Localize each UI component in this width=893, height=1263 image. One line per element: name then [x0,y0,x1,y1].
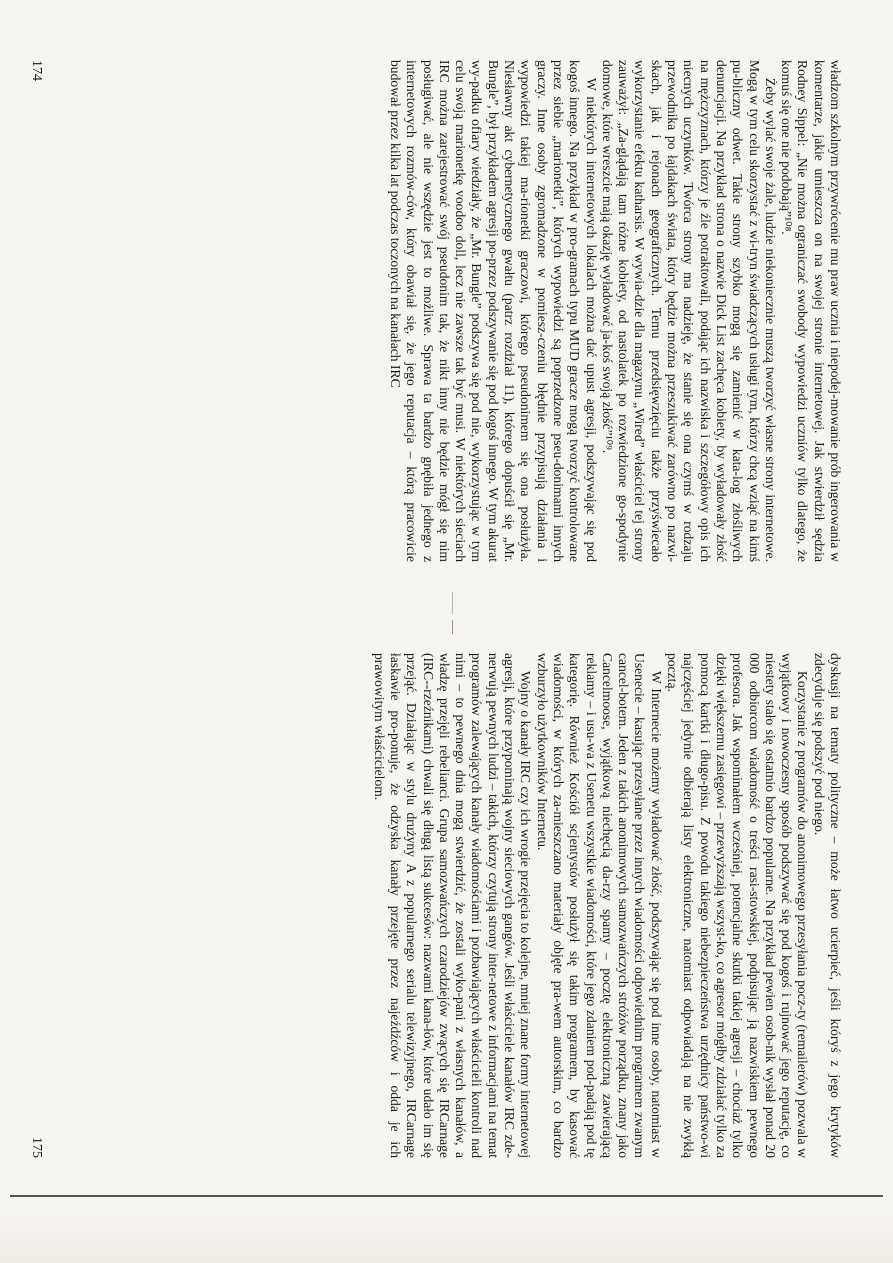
left-paragraph-1: władzom szkolnym przywrócenie mu praw ucznia i niepodej-mowanie prób ingerowania w komentarze, jakie umieszcza on na swojej stronie internetowej. Jak stwierdził sędzia Rodney Sippel: „Nie można ograniczać swobody wypowiedzi uczniów tylko dlatego, że komuś się one nie podobają”¹⁰⁸. [779,60,843,562]
right-paragraph-4: Wojny o kanały IRC czy ich wrogie przejęcia to kolejne, mniej znane formy internetowej agresji, które przypominają wojny sieciowych gangów. Jeśli właściciele kanałów IRC zde-nerwują pewnych ludzi – takich, którzy czytują strony inter-netowe z informacjami na temat programów zalewających kanały wiadomościami i pozbawiających właścicieli kontroli nad nimi – to pewnego dnia mogą stwierdzić, że zostali wyko-pani z własnych kanałów, a władzę przejęli rebelianci. Grupa samozwańczych czarodziejów zwących się IRCarnage (IRC--rzeźnikami) chwali się długą listą sukcesów: nazwami kana-łów, które udało im się przejąć. Działając w stylu drużyny A z popularnego serialu telewizyjnego, IRCarnage łaskawie pro-ponuje, że odzyska kanały przejęte przez najeźdźców i odda je ich prawowitym właścicielom. [371,653,534,1158]
gutter-mark [452,620,453,634]
left-page [0,0,893,620]
left-paragraph-2: Żeby wylać swoje żale, ludzie niekoniecznie muszą tworzyć własne strony internetowe. Mogą w tym celu skorzystać z wi-tryn świadczących usługi tym, którzy chcą wziąć na kimś pu-bliczny odwet. Takie strony szybko mogą się zamienić w kata-log złośliwych denuncjacji. Na przykład strona o nazwie Dick List zachęca kobiety, by wyładowały złość na mężczyznach, którzy je źle potraktowali, podając ich nazwiska i szczegółowy opis ich niecnych uczynków. Twórca strony ma nadzieję, że stanie się ona czymś w rodzaju przewodnika po łajdakach świata, który będzie można przeszukiwać zarówno po nazwi-skach, jak i rejonach geograficznych. Temu przedsięwzięciu także przyświecało wykorzystanie efektu katharsis. W wywia-dzie dla magazynu „Wired” właściciel tej strony zauważył: „Za-glądają tam różne kobiety, od nastolatek po rozwiedzione go-spodynie domowe, które wreszcie mają okazję wyładować ja-koś swoją złość”¹⁰⁹. [599,60,778,562]
right-paragraph-1: dyskusji na tematy polityczne – może łatwo ucierpieć, jeśli któryś z jego krytyków zdecyduje się podszyć pod niego. [811,653,843,1158]
left-text-column [387,60,843,562]
gutter-mark [452,592,453,614]
right-text-column [370,653,843,1158]
page-edge-shadow [0,1210,893,1263]
right-paragraph-3: W Internecie możemy wyładować złość, podszywając się pod inne osoby, natomiast w Usenecie – kasując przesyłane przez innych wiadomości odpowiednim programem zwanym cancel-botem. Jeden z takich anonimowych samozwańczych stróżów porządku, znany jako Cancelmoose, wyjątkową niechęcią da-rzy spamy – pocztę elektroniczną zawierającą reklamy – i usu-wa z Usenetu wszystkie wiadomości, które jego zdaniem pod-padają pod tę kategorię. Również Kościół scjentystów posłużył się takim programem, by kasować wiadomości, w których za-mieszczano materiały objęte pra-wem autorskim, co bardzo wzburzyło użytkowników Internetu. [534,653,664,1158]
left-page-number: 174 [29,60,44,81]
page-edge-line [10,1195,883,1197]
left-paragraph-3: W niektórych internetowych lokalach można dać upust agresji, podszywając się pod kogoś innego. Na przykład w pro-gramach typu MUD gracze mogą tworzyć kontrolowane przez siebie „marionetki”, których wypowiedzi są poprzedzone pseu-donimami innych graczy. Inne osoby zgromadzone w pomiesz-czeniu błędnie przypisują działania i wypowiedzi takiej ma-rionetki graczowi, którego pseudonimem się ona posłużyła. Niesławny akt cybernetycznego gwałtu (patrz rozdział 11), którego dopuścił się „Mr. Bungle”, był przykładem agresji po-przez podszywanie się pod kogoś innego. W tym akurat wy-padku ofiary wiedziały, że „Mr. Bungle” podszywa się pod nie, wykorzystując w tym celu swoją marionetkę voodoo doll, lecz nie zawsze tak być musi. W niektórych sieciach IRC można zarejestrować swój pseudonim tak, że nikt inny nie będzie mógł się nim posługiwać, ale nie wszędzie jest to możliwe. Sprawa ta bardzo gnębiła jednego z internetowych rozmów-ców, który obawiał się, że jego reputacja – którą pracowicie budował przez kilka lat podczas toczonych na kanałach IRC [387,60,599,562]
right-page [0,633,893,1253]
right-paragraph-2: Korzystanie z programów do anonimowego przesyłania pocz-ty (remailerów) pozwala w wyjątkowy i nowoczesny sposób podszywać się pod kogoś i rujnować jego reputację, co niestety stało się ostatnio bardzo popularne. Na przykład pewien osob-nik wysłał ponad 20 000 odbiorcom wiadomość o treści rasi-stowskiej, podpisując ją nazwiskiem pewnego profesora. Jak wspominałem wcześniej, potencjalne skutki takiej agresji – chociaż tylko dzięki większemu zasięgowi – przewyższają wszyst-ko, co agresor mógłby zdziałać tylko za pomocą kartki i długo-pisu. Z powodu takiego niebezpieczeństwa urzędnicy państwo-wi najczęściej jedynie odbierają listy elektroniczne, natomiast odpowiadają na nie zwykłą pocztą. [665,653,811,1158]
right-page-number: 175 [29,1137,44,1158]
